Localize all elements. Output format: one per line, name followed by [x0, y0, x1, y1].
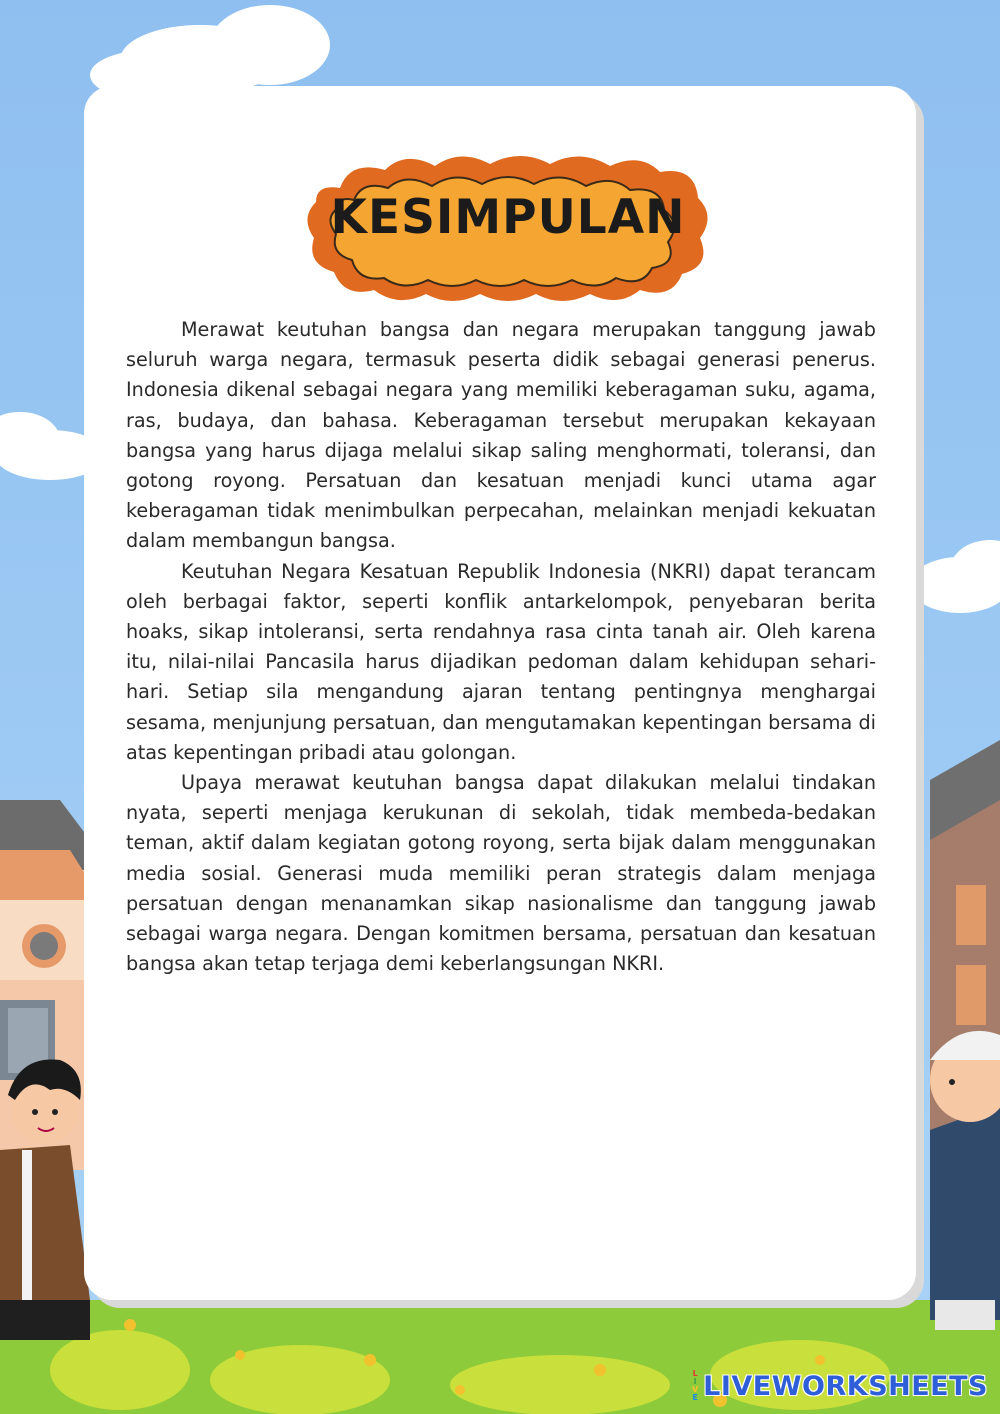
paragraph-3: Upaya merawat keutuhan bangsa dapat dilakukan melalui tindakan nyata, seperti menjaga kerukunan di sekolah, tidak membeda-bedakan teman, aktif dalam kegiatan gotong royong, serta bijak dalam menggunakan media sosial. Generasi muda memiliki peran strategis dalam menjaga persatuan dengan menanamkan sikap nasionalisme dan tanggung jawab sebagai warga negara. Dengan komitmen bersama, persatuan dan kesatuan bangsa akan tetap terjaga demi keberlangsungan NKRI.: [126, 771, 876, 976]
logo-letter: I: [693, 1377, 697, 1386]
body-text: [126, 315, 876, 979]
liveworksheets-logo[interactable]: [690, 1368, 988, 1404]
logo-letter: E: [692, 1393, 698, 1402]
paragraph-1: Merawat keutuhan bangsa dan negara merupakan tanggung jawab seluruh warga negara, termasuk peserta didik sebagai generasi penerus. Indonesia dikenal sebagai negara yang memiliki keberagaman suku, agama, ras, budaya, dan bahasa. Keberagaman tersebut merupakan kekayaan bangsa yang harus dijaga melalui sikap saling menghormati, toleransi, dan gotong royong. Persatuan dan kesatuan menjadi kunci utama agar keberagaman tidak menimbulkan perpecahan, melainkan menjadi kekuatan dalam membangun bangsa.: [126, 318, 876, 553]
logo-letter: L: [692, 1369, 698, 1378]
paragraph-2: Keutuhan Negara Kesatuan Republik Indonesia (NKRI) dapat terancam oleh berbagai faktor, seperti konflik antarkelompok, penyebaran berita hoaks, sikap intoleransi, serta rendahnya rasa cinta tanah air. Oleh karena itu, nilai-nilai Pancasila harus dijadikan pedoman dalam kehidupan sehari-hari. Setiap sila mengandung ajaran tentang pentingnya menghargai sesama, menjunjung persatuan, dan mengutamakan kepentingan bersama di atas kepentingan pribadi atau golongan.: [126, 559, 876, 764]
student-cap-character: [930, 1031, 1000, 1330]
student-boy-character: [0, 1059, 90, 1340]
logo-mark-icon: [690, 1370, 700, 1402]
page-title: KESIMPULAN: [330, 190, 686, 245]
brand-name: LIVEWORKSHEETS: [703, 1370, 988, 1402]
logo-letter: V: [692, 1385, 699, 1394]
